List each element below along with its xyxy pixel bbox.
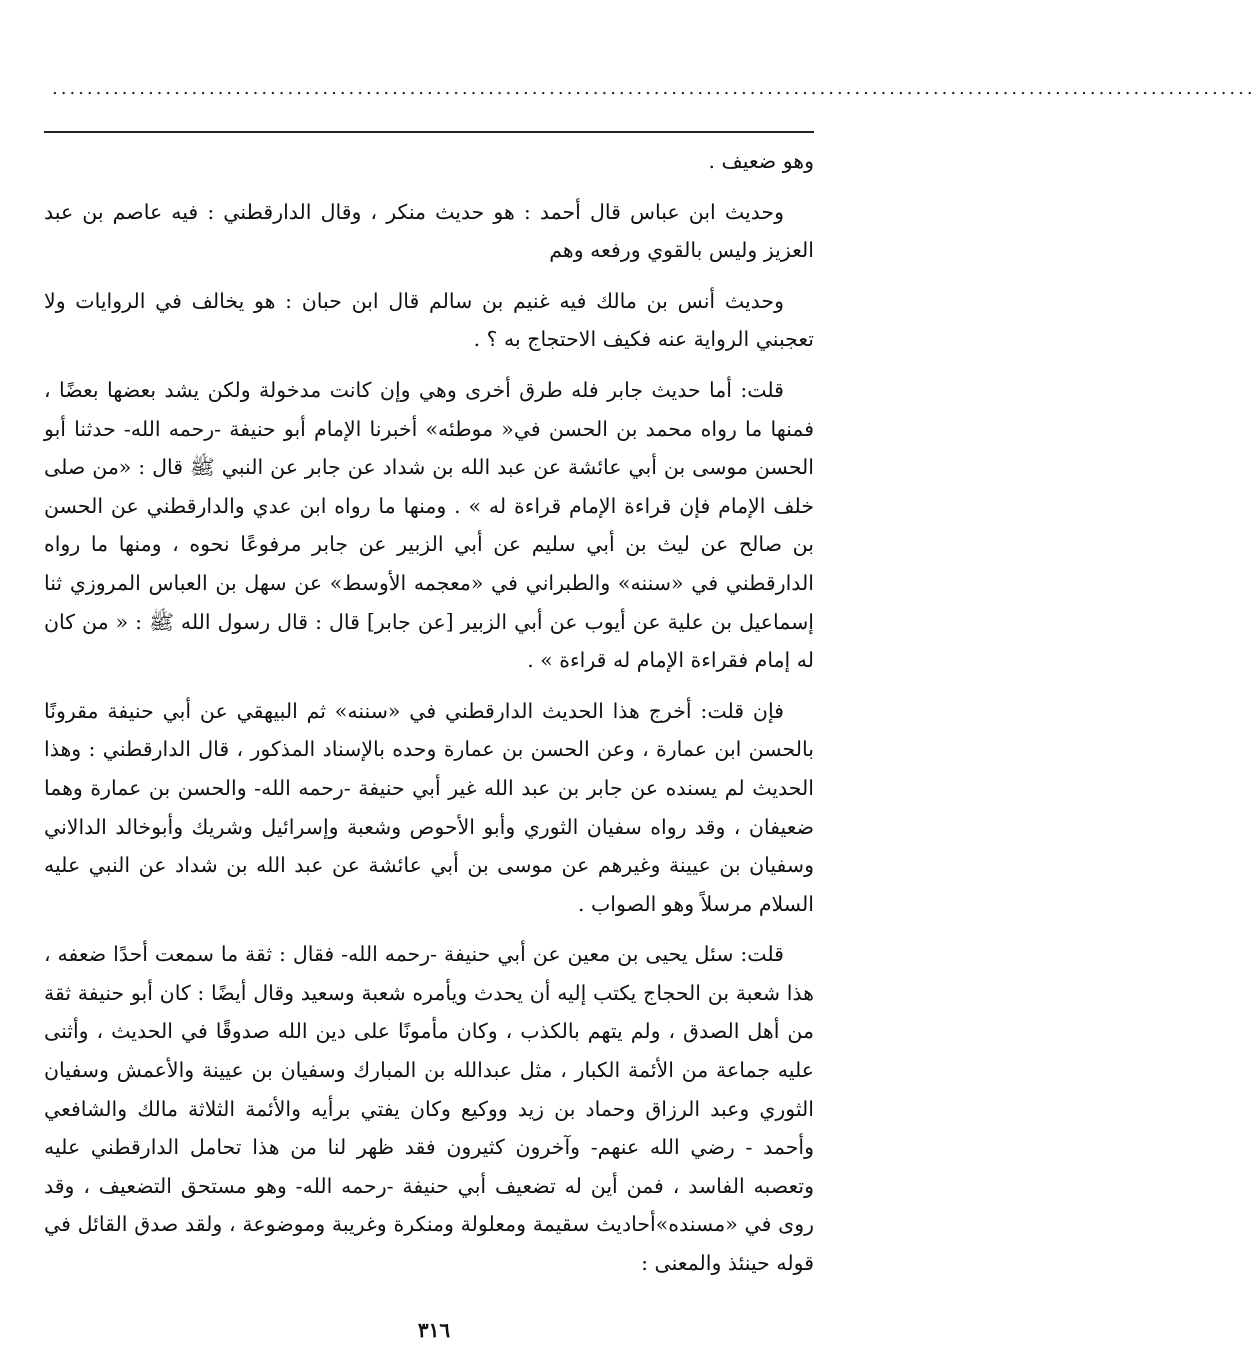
footnote-rule	[44, 131, 814, 133]
main-text	[44, 142, 814, 1295]
paragraph-3: وحديث أنس بن مالك فيه غنيم بن سالم قال ابن حبان : هو يخالف في الروايات ولا تعجبني الرواية عنه فكيف الاحتجاج به ؟ .	[44, 288, 814, 352]
page-number: ٣١٦	[417, 1318, 451, 1342]
dotted-separator: ..........................................................................................................................................	[52, 78, 1256, 99]
paragraph-5: فإن قلت: أخرج هذا الحديث الدارقطني في «سننه» ثم البيهقي عن أبي حنيفة مقرونًا بالحسن ابن عمارة ، وعن الحسن بن عمارة وحده بالإسناد المذكور ، قال الدارقطني : وهذا الحديث لم يسنده عن جابر بن عبد الله غير أبي حنيفة -رحمه الله- والحسن بن عمارة وهما ضعيفان ، وقد رواه سفيان الثوري وأبو الأحوص وشعبة وإسرائيل وشريك وأبوخالد الدالاني وسفيان بن عيينة وغيرهم عن موسى بن أبي عائشة عن عبد الله بن شداد عن النبي عليه السلام مرسلاً وهو الصواب .	[44, 698, 814, 916]
paragraph-2: وحديث ابن عباس قال أحمد : هو حديث منكر ، وقال الدارقطني : فيه عاصم بن عبد العزيز وليس بالقوي ورفعه وهم	[44, 199, 814, 263]
paragraph-6: قلت: سئل يحيى بن معين عن أبي حنيفة -رحمه الله- فقال : ثقة ما سمعت أحدًا ضعفه ، هذا شعبة بن الحجاج يكتب إليه أن يحدث ويأمره شعبة وسعيد وقال أيضًا : كان أبو حنيفة ثقة من أهل الصدق ، ولم يتهم بالكذب ، وكان مأمونًا على دين الله صدوقًا في الحديث ، وأثنى عليه جماعة من الأئمة الكبار ، مثل عبدالله بن المبارك وسفيان بن عيينة والأعمش وسفيان الثوري وعبد الرزاق وحماد بن زيد ووكيع وكان يفتي برأيه والأئمة الثلاثة مالك والشافعي وأحمد - رضي الله عنهم- وآخرون كثيرون فقد ظهر لنا من هذا تحامل الدارقطني عليه وتعصبه الفاسد ، فمن أين له تضعيف أبي حنيفة -رحمه الله- وهو مستحق التضعيف ، وقد روى في «مسنده»أحاديث سقيمة ومعلولة ومنكرة وغريبة وموضوعة ، ولقد صدق القائل في قوله حينئذ والمعنى :	[44, 942, 814, 1276]
paragraph-1: وهو ضعيف .	[708, 149, 814, 173]
paragraph-4: قلت: أما حديث جابر فله طرق أخرى وهي وإن كانت مدخولة ولكن يشد بعضها بعضًا ، فمنها ما رواه محمد بن الحسن في« موطئه» أخبرنا الإمام أبو حنيفة -رحمه الله- حدثنا أبو الحسن موسى بن أبي عائشة عن عبد الله بن شداد عن جابر عن النبي ﷺ قال : «من صلى خلف الإمام فإن قراءة الإمام قراءة له » . ومنها ما رواه ابن عدي والدارقطني عن الحسن بن صالح عن ليث بن أبي سليم عن أبي الزبير عن جابر مرفوعًا نحوه ، ومنها ما رواه الدارقطني في «سننه» والطبراني في «معجمه الأوسط» عن سهل بن العباس المروزي ثنا إسماعيل بن علية عن أيوب عن أبي الزبير [عن جابر] قال : قال رسول الله ﷺ : « من كان له إمام فقراءة الإمام له قراءة » .	[44, 377, 814, 673]
